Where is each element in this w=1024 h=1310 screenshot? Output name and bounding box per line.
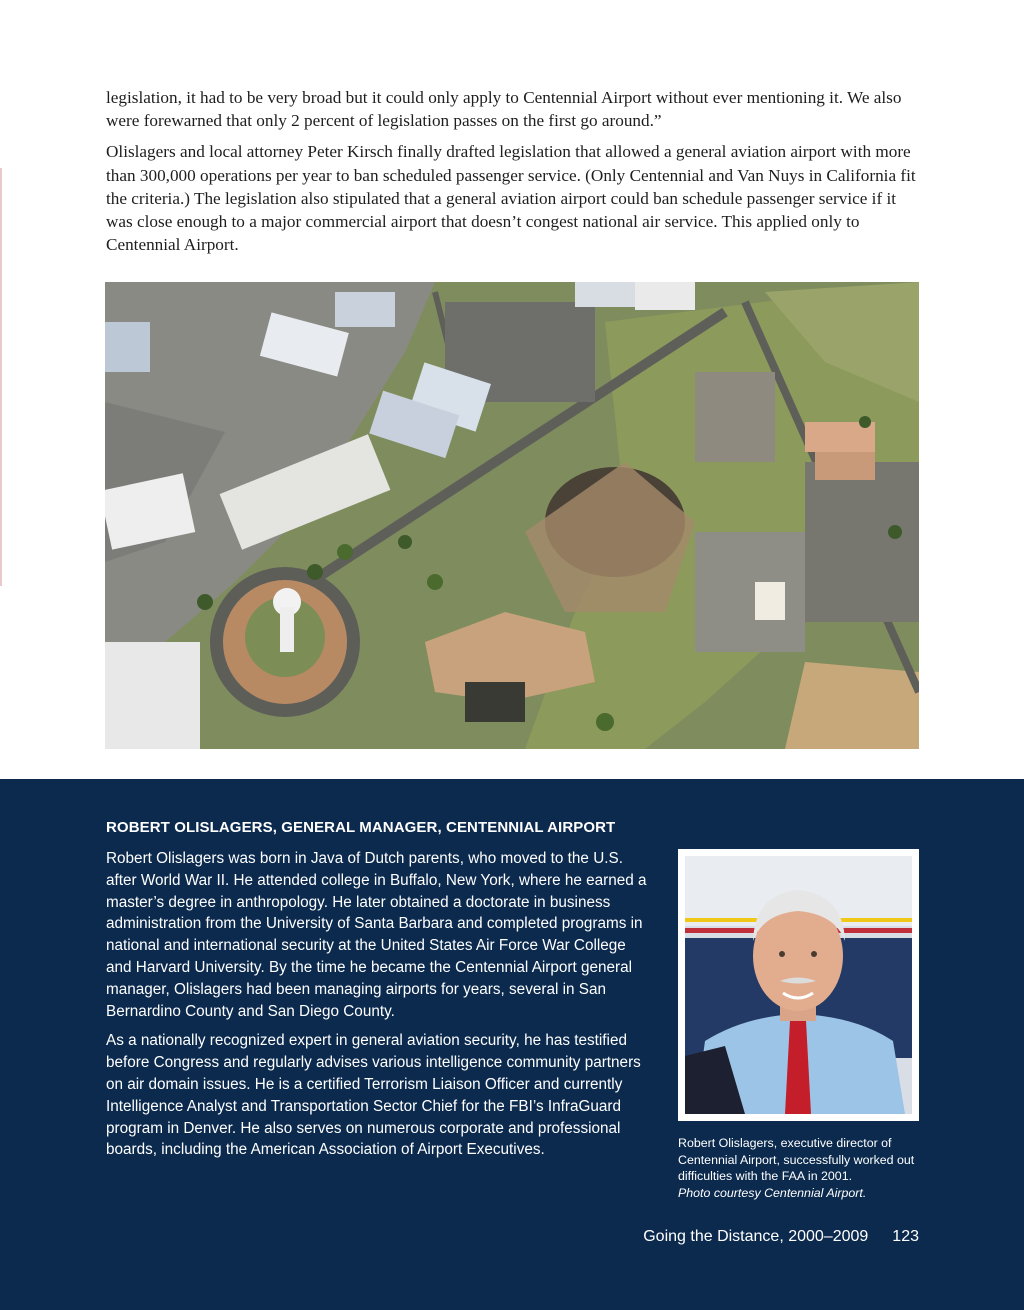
- chapter-title: Going the Distance, 2000–2009: [643, 1228, 869, 1245]
- caption-credit: Photo courtesy Centennial Airport.: [678, 1185, 867, 1200]
- portrait-caption: [678, 1135, 918, 1201]
- body-paragraph-2: Olislagers and local attorney Peter Kirsch finally drafted legislation that allowed a general aviation airport with more than 300,000 operations per year to ban scheduled passenger service. (Only Centennial and Van Nuys in California fit the criteria.) The legislation also stipulated that a general aviation airport could ban schedule passenger service if it was close enough to a major commercial airport that doesn’t congest national air service. This applied only to Centennial Airport.: [106, 142, 916, 255]
- page-number: 123: [892, 1228, 919, 1245]
- bio-paragraph-1: Robert Olislagers was born in Java of Dutch parents, who moved to the U.S. after World War II. He attended college in Buffalo, New York, where he earned a master’s degree in anthropology. He later obtained a doctorate in business administration from the University of Santa Barbara and completed programs in national and international security at the United States Air Force War College and Harvard University. By the time he became the Centennial Airport general manager, Olislagers had been managing airports for years, several in San Bernardino County and San Diego County.: [106, 850, 647, 1020]
- page-edge-mark: [0, 168, 2, 586]
- profile-sidebar: [0, 779, 1024, 1310]
- body-text: [106, 86, 918, 264]
- body-paragraph-1: legislation, it had to be very broad but it could only apply to Centennial Airport without ever mentioning it. We also were forewarned that only 2 percent of legislation passes on the first go around.”: [106, 88, 902, 131]
- portrait-illustration: [685, 856, 912, 1114]
- bio-paragraph-2: As a nationally recognized expert in general aviation security, he has testified before Congress and regularly advises various intelligence community partners on air domain issues. He is a certified Terrorism Liaison Officer and currently Intelligence Analyst and Transportation Sector Chief for the FBI’s InfraGuard program in Denver. He also serves on numerous corporate and professional boards, including the American Association of Airport Executives.: [106, 1032, 641, 1159]
- sidebar-heading: ROBERT OLISLAGERS, GENERAL MANAGER, CENTENNIAL AIRPORT: [106, 819, 616, 836]
- aerial-airport-photo: [105, 282, 919, 749]
- page-footer: [643, 1228, 919, 1246]
- bio-text: [106, 848, 651, 1169]
- caption-text: Robert Olislagers, executive director of Centennial Airport, successfully worked out difficulties with the FAA in 2001.: [678, 1136, 915, 1184]
- portrait-photo: [678, 849, 919, 1121]
- aerial-photo-illustration: [105, 282, 919, 749]
